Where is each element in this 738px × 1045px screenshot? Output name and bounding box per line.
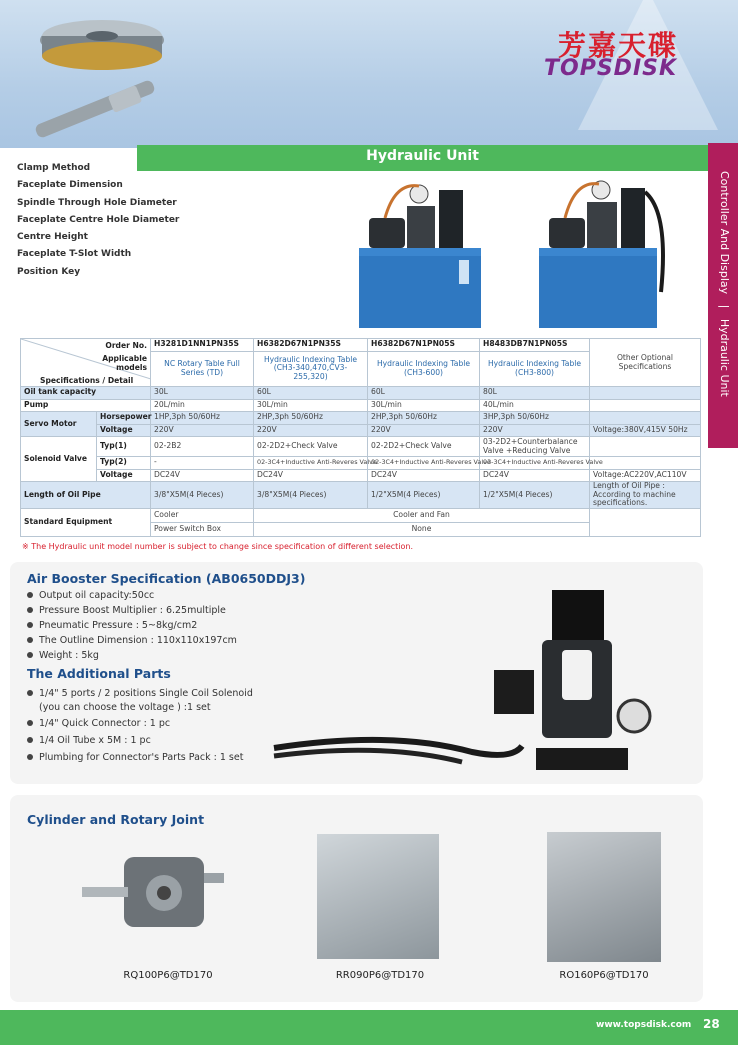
bullet-icon	[27, 720, 33, 726]
other-options-cell: Other Optional Specifications	[590, 339, 701, 387]
table-cell: 1/2"X5M(4 Pieces)	[368, 482, 480, 509]
hydraulic-unit-photo-1	[355, 176, 485, 332]
table-cell	[590, 509, 701, 537]
model-cell: NC Rotary Table Full Series (TD)	[151, 351, 254, 387]
row-label: Length of Oil Pipe	[21, 482, 151, 509]
brand-logo-cn: 芳嘉天碟	[558, 29, 679, 62]
list-item-text: 1/4" 5 ports / 2 positions Single Coil Solenoid	[39, 688, 253, 699]
rotary-table-photo	[20, 10, 180, 150]
bullet-icon	[27, 690, 33, 696]
order-no-cell: H6382D67N1PN35S	[254, 339, 368, 352]
list-item-text: The Outline Dimension : 110x110x197cm	[39, 635, 237, 646]
ro160-photo	[547, 832, 661, 962]
table-cell: 02-2B2	[151, 437, 254, 457]
table-cell: 02-3C4+Inductive Anti-Reveres Valve	[254, 457, 368, 470]
table-cell: 30L	[151, 387, 254, 400]
list-item	[27, 650, 99, 661]
table-cell: DC24V	[254, 469, 368, 482]
table-cell: 220V	[254, 424, 368, 437]
table-cell: 80L	[480, 387, 590, 400]
spec-detail-label: Specifications / Detail	[40, 376, 134, 385]
list-item	[27, 688, 253, 699]
spec-item: Faceplate Centre Hole Diameter	[17, 214, 180, 225]
side-chapter-label: Controller And Display | Hydraulic Unit	[718, 171, 731, 397]
table-cell: DC24V	[368, 469, 480, 482]
table-cell: Voltage:380V,415V 50Hz	[590, 424, 701, 437]
hydraulic-spec-table	[20, 338, 701, 537]
table-cell: 3/8"X5M(4 Pieces)	[151, 482, 254, 509]
table-cell: 3HP,3ph 50/60Hz	[480, 412, 590, 425]
order-no-cell: H8483DB7N1PN05S	[480, 339, 590, 352]
list-item-text: Plumbing for Connector's Parts Pack : 1 set	[39, 752, 244, 763]
sub-row-label: Horsepower	[97, 412, 151, 425]
order-no-label: Order No.	[105, 341, 147, 350]
order-no-cell: H6382D67N1PN05S	[368, 339, 480, 352]
spec-item: Position Key	[17, 266, 81, 277]
list-item-text: Output oil capacity:50cc	[39, 590, 155, 601]
table-footnote: ※ The Hydraulic unit model number is subject to change since specification of different selection.	[22, 542, 414, 551]
page-number: 28	[703, 1017, 720, 1031]
table-cell: Cooler	[151, 509, 254, 523]
bullet-icon	[27, 592, 33, 598]
list-item	[27, 605, 226, 616]
air-booster-panel	[10, 562, 703, 784]
sub-row-label: Typ(2)	[97, 457, 151, 470]
additional-parts-title: The Additional Parts	[27, 666, 171, 681]
table-cell: 1HP,3ph 50/60Hz	[151, 412, 254, 425]
spec-item: Spindle Through Hole Diameter	[17, 197, 177, 208]
spec-list	[17, 160, 179, 281]
table-cell: DC24V	[480, 469, 590, 482]
cylinder-caption: RQ100P6@TD170	[123, 970, 213, 981]
table-cell: 3/8"X5M(4 Pieces)	[254, 482, 368, 509]
section-title: Hydraulic Unit	[366, 148, 479, 164]
cylinder-panel	[10, 795, 703, 1002]
table-cell: 03-2D2+Counterbalance Valve +Reducing Valve	[480, 437, 590, 457]
table-cell: None	[254, 523, 590, 537]
model-cell: Hydraulic Indexing Table (CH3-800)	[480, 351, 590, 387]
applicable-models-label: Applicable models	[102, 354, 147, 372]
table-cell	[590, 387, 701, 400]
table-cell: 220V	[368, 424, 480, 437]
table-cell: 220V	[151, 424, 254, 437]
list-item	[27, 752, 243, 763]
spec-item: Faceplate Dimension	[17, 180, 123, 191]
rr090-photo	[317, 834, 439, 959]
cylinder-caption: RO160P6@TD170	[559, 970, 649, 981]
table-cell	[590, 399, 701, 412]
bullet-icon	[27, 754, 33, 760]
spec-item: Faceplate T-Slot Width	[17, 249, 132, 260]
model-cell: Hydraulic Indexing Table (CH3-340,470,CV3-255,320)	[254, 351, 368, 387]
bullet-icon	[27, 652, 33, 658]
side-chapter-tab[interactable]	[708, 143, 738, 448]
table-cell: 1/2"X5M(4 Pieces)	[480, 482, 590, 509]
table-cell: Length of Oil Pipe : According to machine specifications.	[590, 482, 701, 509]
bullet-icon	[27, 607, 33, 613]
table-cell: 02-2D2+Check Valve	[254, 437, 368, 457]
table-cell: 03-3C4+Inductive Anti-Reveres Valve	[480, 457, 590, 470]
table-cell: Voltage:AC220V,AC110V	[590, 469, 701, 482]
row-label: Oil tank capacity	[21, 387, 151, 400]
row-label: Pump	[21, 399, 151, 412]
table-cell	[590, 412, 701, 425]
list-item-continuation: (you can choose the voltage ) :1 set	[39, 702, 211, 713]
list-item	[27, 620, 197, 631]
list-item-text: 1/4 Oil Tube x 5M : 1 pc	[39, 735, 151, 746]
table-corner-cell	[21, 339, 151, 387]
table-cell: 60L	[254, 387, 368, 400]
table-cell	[590, 457, 701, 470]
row-label: Servo Motor	[21, 412, 97, 437]
air-booster-title: Air Booster Specification (AB0650DDJ3)	[27, 571, 306, 586]
bullet-icon	[27, 637, 33, 643]
model-cell: Hydraulic Indexing Table (CH3-600)	[368, 351, 480, 387]
table-cell: 02-2D2+Check Valve	[368, 437, 480, 457]
list-item	[27, 590, 154, 601]
spec-item: Centre Height	[17, 232, 88, 243]
bullet-icon	[27, 737, 33, 743]
rq100-photo	[80, 853, 240, 933]
table-cell: 40L/min	[480, 399, 590, 412]
table-cell: 30L/min	[368, 399, 480, 412]
list-item-text: 1/4" Quick Connector : 1 pc	[39, 718, 171, 729]
table-cell: DC24V	[151, 469, 254, 482]
section-title-bar	[137, 145, 708, 171]
table-cell: 30L/min	[254, 399, 368, 412]
footer-bar	[0, 1010, 738, 1045]
bullet-icon	[27, 622, 33, 628]
row-label: Standard Equipment	[21, 509, 151, 537]
list-item	[27, 735, 151, 746]
row-label: Solenoid Valve	[21, 437, 97, 482]
hydraulic-unit-photo-2	[537, 172, 675, 332]
table-cell: 2HP,3ph 50/60Hz	[254, 412, 368, 425]
list-item-text: Pressure Boost Multiplier : 6.25multiple	[39, 605, 226, 616]
table-cell: 20L/min	[151, 399, 254, 412]
table-cell: 02-3C4+Inductive Anti-Reveres Valve	[368, 457, 480, 470]
list-item-text: Weight : 5kg	[39, 650, 99, 661]
order-no-cell: H3281D1NN1PN35S	[151, 339, 254, 352]
list-item	[27, 635, 237, 646]
list-item-text: Pneumatic Pressure : 5~8kg/cm2	[39, 620, 198, 631]
cylinder-caption: RR090P6@TD170	[335, 970, 425, 981]
table-cell: -	[151, 457, 254, 470]
list-item	[27, 718, 170, 729]
website-link[interactable]: www.topsdisk.com	[596, 1020, 692, 1030]
spec-item: Clamp Method	[17, 163, 91, 173]
cylinder-title: Cylinder and Rotary Joint	[27, 812, 205, 827]
sub-row-label: Typ(1)	[97, 437, 151, 457]
brand-logo-en: TOPSDISK	[544, 56, 678, 81]
table-cell: 2HP,3ph 50/60Hz	[368, 412, 480, 425]
table-cell	[590, 437, 701, 457]
table-cell: 220V	[480, 424, 590, 437]
table-cell: 60L	[368, 387, 480, 400]
table-cell: Power Switch Box	[151, 523, 254, 537]
air-booster-photo	[272, 580, 662, 780]
table-cell: Cooler and Fan	[254, 509, 590, 523]
sub-row-label: Voltage	[97, 469, 151, 482]
sub-row-label: Voltage	[97, 424, 151, 437]
